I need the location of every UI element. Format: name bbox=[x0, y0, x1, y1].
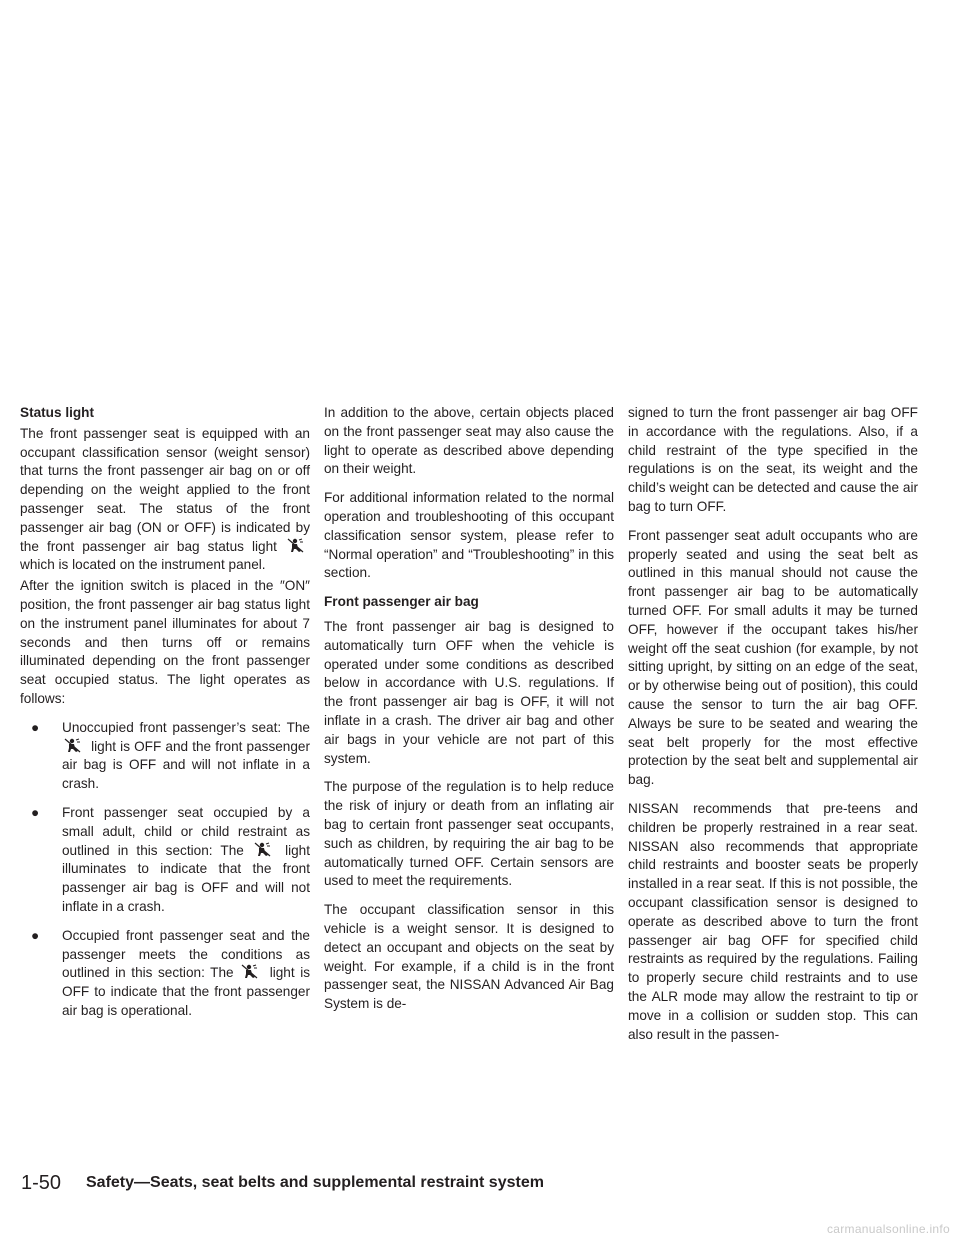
page-number: 1-50 bbox=[21, 1172, 62, 1194]
bullet-icon: ● bbox=[31, 804, 40, 820]
airbag-status-light-icon bbox=[241, 964, 258, 979]
page-footer bbox=[0, 1172, 960, 1198]
list-item: ● Occupied front passenger seat and the passenger meets the conditions as outlined in this section: The light is OFF to indicate that the front passenger air bag is operational. bbox=[31, 927, 311, 1018]
bullet-icon: ● bbox=[31, 719, 40, 735]
paragraph: NISSAN recommends that pre-teens and children be properly restrained in a rear seat. NISSAN also recommends that appropriate child restraints and booster seats be properly installed in a rear seat. If this is not possible, the occupant classification sensor is designed to operate as described above to turn the front passenger air bag OFF for specified child restraints as required by the regulations. Failing to properly secure child restraints and to use the ALR mode may allow the restraint to tip or move in a collision or sudden stop. This can also result in the passen- bbox=[628, 800, 918, 1042]
column-middle bbox=[324, 404, 614, 1024]
column-left bbox=[20, 404, 310, 1031]
airbag-status-light-icon bbox=[287, 538, 304, 553]
list-item: ● Unoccupied front passenger’s seat: The light is OFF and the front passenger air bag is OFF and will not inflate in a crash. bbox=[31, 719, 311, 792]
paragraph: The occupant classification sensor in this vehicle is a weight sensor. It is designed to detect an occupant and objects on the seat by weight. For example, if a child is in the front passenger seat, the NISSAN Advanced Air Bag System is de- bbox=[324, 902, 614, 1012]
bullet-list bbox=[20, 719, 310, 1021]
list-item: ● Front passenger seat occupied by a small adult, child or child restraint as outlined in this section: The light illuminates to indicate that the front passenger air bag is OFF and will not inflate in a crash. bbox=[31, 804, 311, 914]
paragraph: The purpose of the regulation is to help reduce the risk of injury or death from an inflating air bag to certain front passenger seat occupants, such as children, by requiring the air bag to be automatically turned OFF. Certain sensors are used to meet the requirements. bbox=[324, 779, 614, 889]
airbag-status-light-icon bbox=[254, 842, 271, 857]
column-right bbox=[628, 404, 918, 1054]
watermark: carmanualsonline.info bbox=[826, 1222, 950, 1236]
heading-front-passenger-air-bag: Front passenger air bag bbox=[324, 594, 479, 610]
paragraph: In addition to the above, certain objects placed on the front passenger seat may also cause the light to operate as described above depending on their weight. bbox=[324, 405, 614, 477]
bullet-icon: ● bbox=[31, 927, 40, 943]
paragraph: For additional information related to the normal operation and troubleshooting of this occupant classification sensor system, please refer to “Normal operation” and “Troubleshooting” in this section. bbox=[324, 490, 614, 581]
paragraph: The front passenger air bag is designed to automatically turn OFF when the vehicle is operated under some conditions as described below in accordance with U.S. regulations. If the front passenger air bag is OFF, it will not inflate in a crash. The driver air bag and other air bags in your vehicle are not part of this system. bbox=[324, 618, 614, 766]
paragraph: signed to turn the front passenger air bag OFF in accordance with the regulations. Also, if a child restraint of the type specified in the regulations is on the seat, its weight and the child’s weight can be detected and cause the air bag to turn OFF. bbox=[628, 405, 918, 514]
paragraph: Front passenger seat adult occupants who are properly seated and using the seat belt as outlined in this manual should not cause the front passenger air bag to be automatically turned OFF. For small adults it may be turned OFF, however if the occupant takes his/her weight off the seat cushion (for example, by not sitting upright, by sitting on an edge of the seat, or by otherwise being out of position), this could cause the sensor to turn the air bag OFF. Always be sure to be seated and wearing the seat belt properly for the most effective protection by the seat belt and supplemental air bag. bbox=[628, 527, 918, 788]
heading-status-light: Status light bbox=[20, 405, 95, 420]
airbag-status-light-icon bbox=[64, 738, 81, 753]
paragraph: After the ignition switch is placed in the ″ON″ position, the front passenger air bag status light on the instrument panel illuminates for about 7 seconds and then turns off or remains illuminated depending on the front passenger seat occupied status. The light operates as follows: bbox=[20, 578, 310, 706]
paragraph: The front passenger seat is equipped with an occupant classification sensor (weight sensor) that turns the front passenger air bag on or off depending on the weight applied to the front passenger seat. The status of the front passenger air bag (ON or OFF) is indicated by the front passenger air bag status light which is located on the instrument panel. bbox=[20, 425, 310, 573]
section-title: Safety—Seats, seat belts and supplemental restraint system bbox=[86, 1174, 544, 1191]
